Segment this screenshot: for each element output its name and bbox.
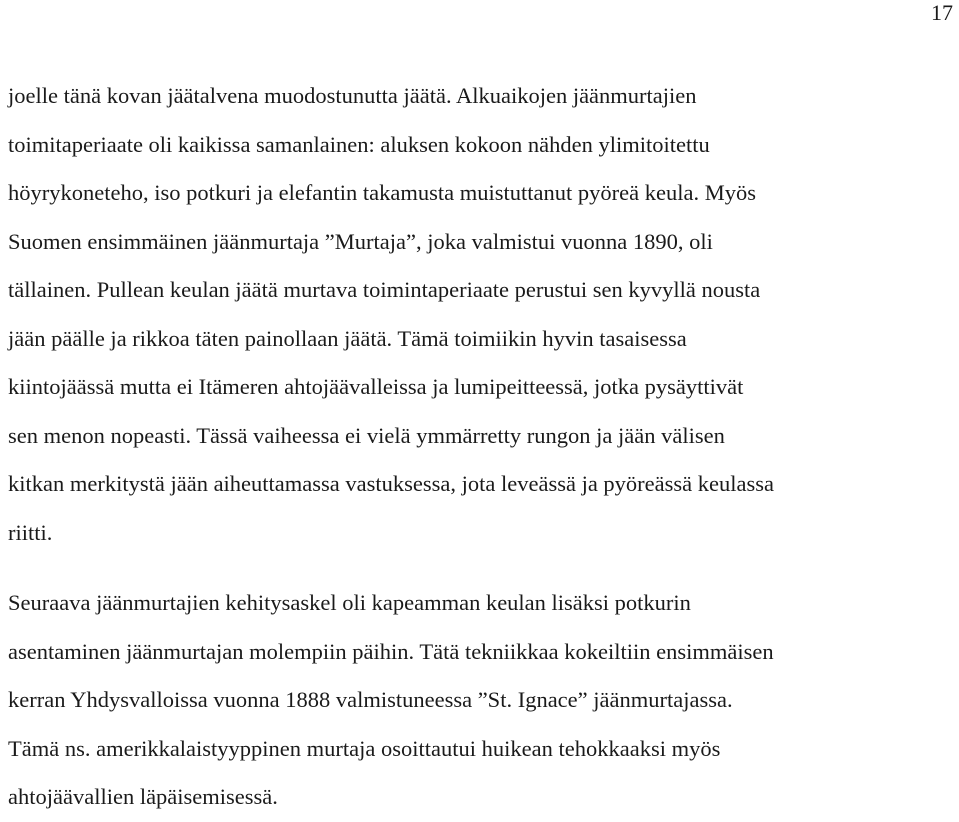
text-line: Seuraava jäänmurtajien kehitysaskel oli kapeamman keulan lisäksi potkurin: [8, 590, 691, 615]
page-number: 17: [931, 0, 953, 25]
paragraph: [8, 579, 954, 822]
text-line: sen menon nopeasti. Tässä vaiheessa ei vielä ymmärretty rungon ja jään välisen: [8, 422, 725, 448]
text-line: joelle tänä kovan jäätalvena muodostunutta jäätä. Alkuaikojen jäänmurtajien: [8, 83, 697, 108]
text-line: jään päälle ja rikkoa täten painollaan jäätä. Tämä toimiikin hyvin tasaisessa: [8, 325, 687, 351]
text-line: asentaminen jäänmurtajan molempiin päihin. Tätä tekniikkaa kokeiltiin ensimmäisen: [8, 638, 774, 664]
paragraph: [8, 72, 954, 557]
document-body: [8, 72, 954, 822]
text-line: ahtojäävallien läpäisemisessä.: [8, 784, 278, 809]
text-line: kitkan merkitystä jään aiheuttamassa vastuksessa, jota leveässä ja pyöreässä keulassa: [8, 471, 774, 496]
text-line: kerran Yhdysvalloissa vuonna 1888 valmistuneessa ”St. Ignace” jäänmurtajassa.: [8, 687, 733, 712]
text-line: toimitaperiaate oli kaikissa samanlainen: aluksen kokoon nähden ylimitoitettu: [8, 131, 710, 157]
text-line: Tämä ns. amerikkalaistyyppinen murtaja osoittautui huikean tehokkaaksi myös: [8, 735, 721, 761]
text-line: riitti.: [8, 519, 53, 545]
text-line: höyrykoneteho, iso potkuri ja elefantin takamusta muistuttanut pyöreä keula. Myös: [8, 180, 756, 205]
text-line: tällainen. Pullean keulan jäätä murtava toimintaperiaate perustui sen kyvyllä nousta: [8, 277, 761, 302]
paragraph-gap: [8, 557, 954, 579]
text-line: Suomen ensimmäinen jäänmurtaja ”Murtaja”, joka valmistui vuonna 1890, oli: [8, 228, 713, 254]
text-line: kiintojäässä mutta ei Itämeren ahtojäävalleissa ja lumipeitteessä, jotka pysäyttivät: [8, 374, 744, 399]
